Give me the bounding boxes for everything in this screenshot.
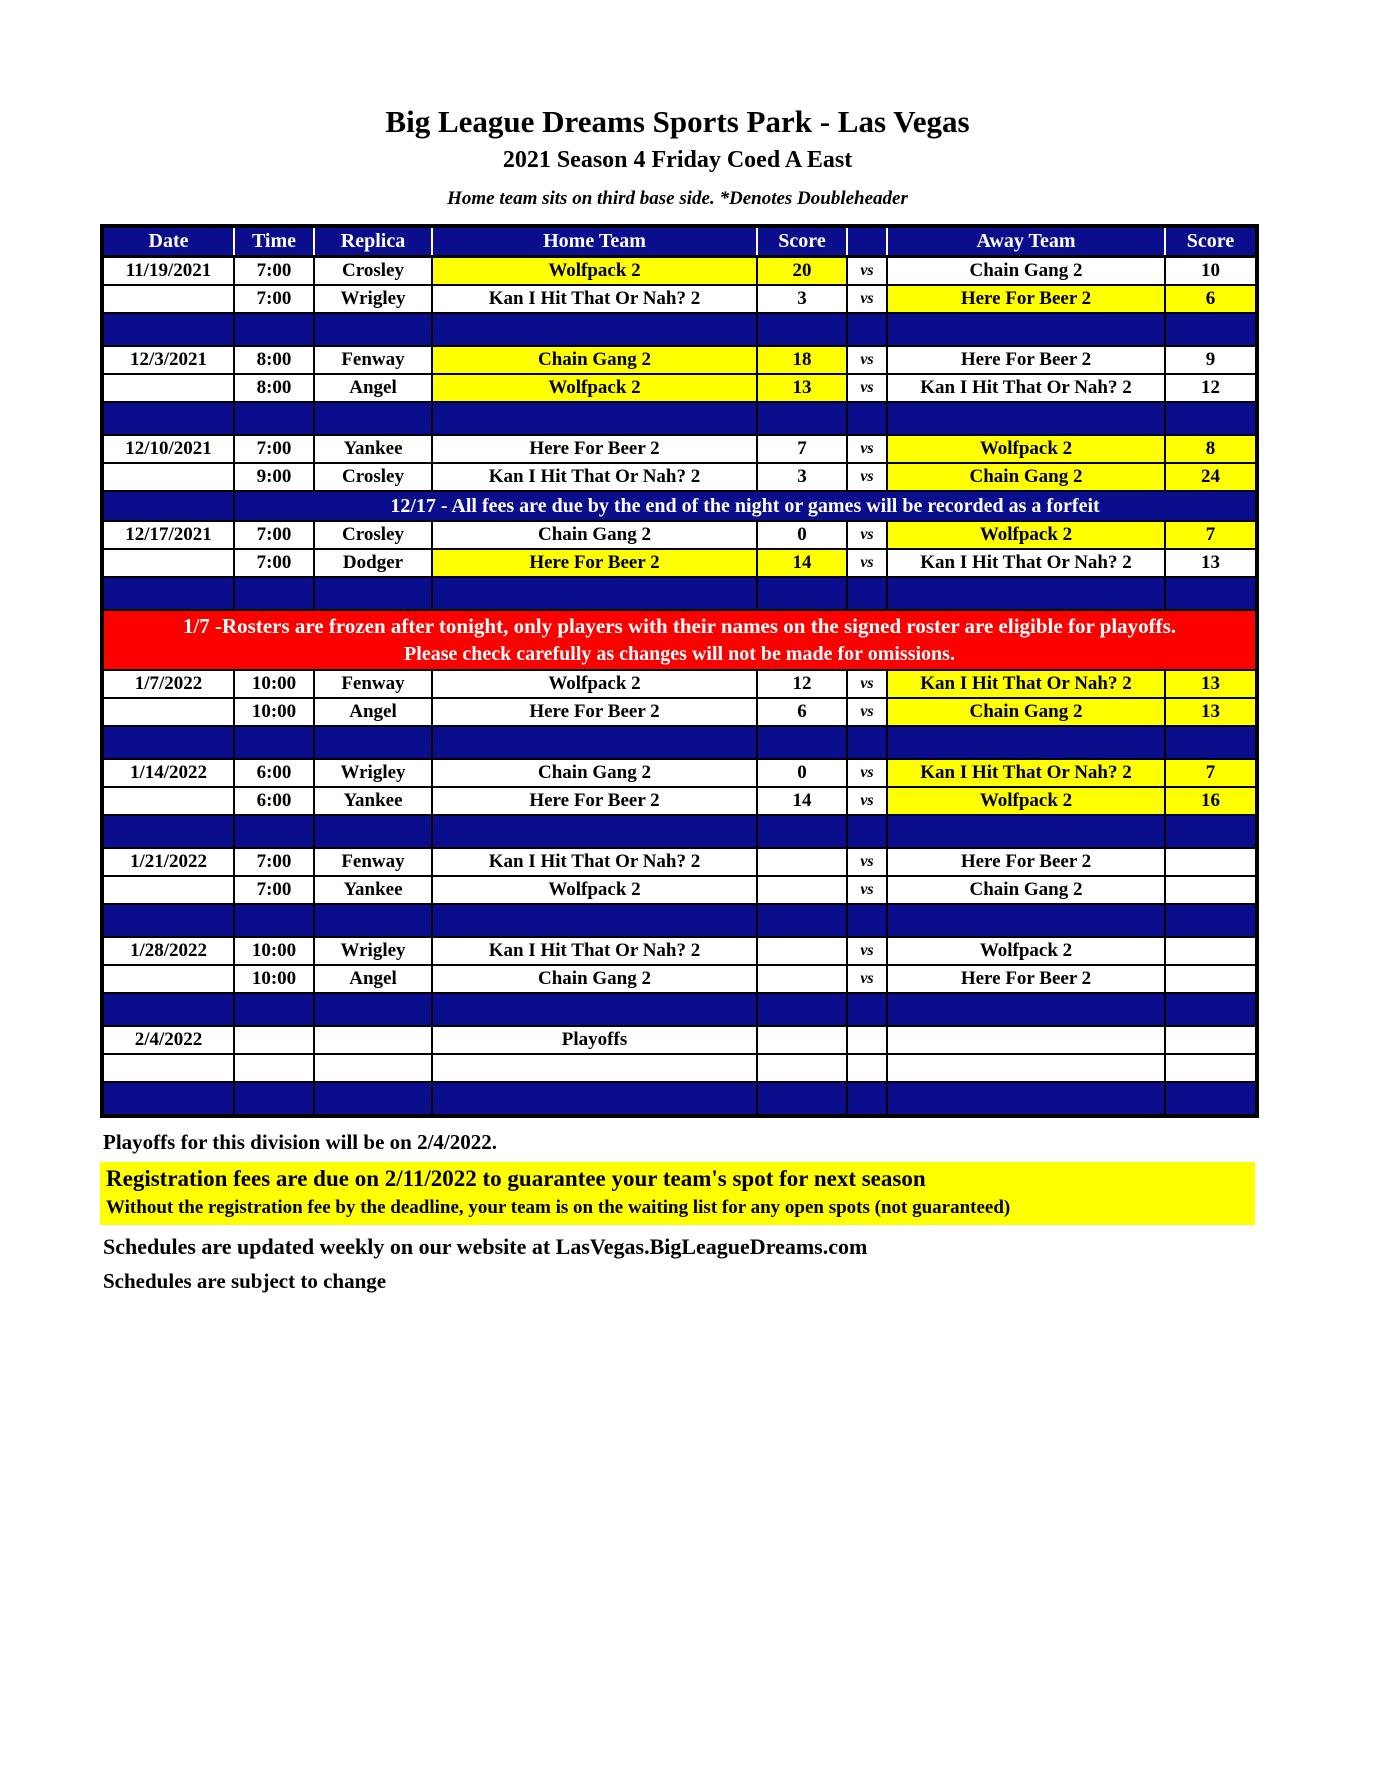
separator-cell <box>847 402 887 435</box>
cell-home-score <box>757 1026 847 1054</box>
home-team-note: Home team sits on third base side. *Denotes Doubleheader <box>447 188 908 209</box>
separator-cell <box>1165 726 1257 759</box>
blank-cell <box>1165 1054 1257 1082</box>
cell-home-score: 13 <box>757 374 847 402</box>
blank-cell <box>432 1054 757 1082</box>
cell-away-team: Here For Beer 2 <box>887 285 1165 313</box>
blank-cell <box>102 1054 234 1082</box>
cell-home-team: Here For Beer 2 <box>432 435 757 463</box>
cell-home-score: 3 <box>757 463 847 491</box>
separator-cell <box>1165 402 1257 435</box>
table-row <box>102 937 1257 965</box>
roster-alert-row <box>102 610 1257 670</box>
cell-vs: vs <box>847 346 887 374</box>
header-away-score: Score <box>1165 226 1257 257</box>
separator-row <box>102 577 1257 610</box>
cell-home-score: 7 <box>757 435 847 463</box>
cell-replica: Yankee <box>314 876 432 904</box>
cell-time: 7:00 <box>234 257 314 286</box>
table-row <box>102 848 1257 876</box>
separator-cell <box>102 904 234 937</box>
cell-time: 9:00 <box>234 463 314 491</box>
separator-cell <box>887 815 1165 848</box>
separator-cell <box>847 904 887 937</box>
cell-away-team: Here For Beer 2 <box>887 848 1165 876</box>
cell-date: 12/3/2021 <box>102 346 234 374</box>
cell-away-score: 10 <box>1165 257 1257 286</box>
separator-cell <box>102 1082 234 1116</box>
cell-replica: Wrigley <box>314 937 432 965</box>
cell-date <box>102 374 234 402</box>
separator-cell <box>432 1082 757 1116</box>
cell-home-score: 14 <box>757 787 847 815</box>
cell-time <box>234 1026 314 1054</box>
separator-cell <box>1165 904 1257 937</box>
separator-cell <box>432 904 757 937</box>
cell-home-score <box>757 937 847 965</box>
separator-cell <box>102 402 234 435</box>
roster-alert-cell <box>102 610 1257 670</box>
separator-cell <box>887 993 1165 1026</box>
cell-vs: vs <box>847 937 887 965</box>
cell-time: 6:00 <box>234 759 314 787</box>
cell-away-team <box>887 1026 1165 1054</box>
cell-home-team: Here For Beer 2 <box>432 698 757 726</box>
separator-cell <box>887 577 1165 610</box>
fees-note-row <box>102 491 1257 521</box>
separator-cell <box>757 313 847 346</box>
table-row <box>102 965 1257 993</box>
cell-date <box>102 285 234 313</box>
footer-website-line: Schedules are updated weekly on our website at LasVegas.BigLeagueDreams.com <box>103 1234 868 1259</box>
cell-replica: Fenway <box>314 346 432 374</box>
schedule-table <box>100 224 1259 1118</box>
cell-away-team: Chain Gang 2 <box>887 698 1165 726</box>
footer-registration-band <box>100 1162 1255 1225</box>
separator-cell <box>314 313 432 346</box>
separator-cell <box>432 993 757 1026</box>
separator-row <box>102 402 1257 435</box>
cell-replica: Fenway <box>314 848 432 876</box>
cell-vs: vs <box>847 374 887 402</box>
cell-replica: Yankee <box>314 435 432 463</box>
cell-home-team: Chain Gang 2 <box>432 521 757 549</box>
cell-home-team: Kan I Hit That Or Nah? 2 <box>432 848 757 876</box>
cell-away-team: Chain Gang 2 <box>887 463 1165 491</box>
title-block <box>100 104 1255 210</box>
table-row <box>102 346 1257 374</box>
cell-replica: Dodger <box>314 549 432 577</box>
page-title: Big League Dreams Sports Park - Las Vegas <box>385 104 970 139</box>
blank-cell <box>314 1054 432 1082</box>
cell-away-team: Kan I Hit That Or Nah? 2 <box>887 549 1165 577</box>
cell-home-team: Wolfpack 2 <box>432 374 757 402</box>
cell-home-team: Chain Gang 2 <box>432 346 757 374</box>
cell-away-team: Wolfpack 2 <box>887 937 1165 965</box>
separator-cell <box>234 904 314 937</box>
cell-date <box>102 549 234 577</box>
cell-vs: vs <box>847 521 887 549</box>
separator-cell <box>102 313 234 346</box>
header-time: Time <box>234 226 314 257</box>
cell-away-score: 13 <box>1165 698 1257 726</box>
cell-away-team: Wolfpack 2 <box>887 435 1165 463</box>
separator-cell <box>102 726 234 759</box>
separator-cell <box>1165 993 1257 1026</box>
cell-time: 7:00 <box>234 876 314 904</box>
cell-time: 10:00 <box>234 698 314 726</box>
cell-home-score: 3 <box>757 285 847 313</box>
separator-cell <box>432 577 757 610</box>
cell-away-score: 7 <box>1165 521 1257 549</box>
cell-time: 10:00 <box>234 670 314 698</box>
cell-time: 7:00 <box>234 521 314 549</box>
cell-date <box>102 787 234 815</box>
table-row <box>102 374 1257 402</box>
separator-cell <box>757 1082 847 1116</box>
cell-vs: vs <box>847 876 887 904</box>
separator-cell <box>314 726 432 759</box>
separator-cell <box>757 577 847 610</box>
separator-cell <box>102 815 234 848</box>
separator-cell <box>314 1082 432 1116</box>
cell-vs <box>847 1026 887 1054</box>
separator-cell <box>887 1082 1165 1116</box>
header-date: Date <box>102 226 234 257</box>
table-row <box>102 670 1257 698</box>
table-row <box>102 1026 1257 1054</box>
table-row <box>102 759 1257 787</box>
separator-cell <box>757 904 847 937</box>
separator-cell <box>757 726 847 759</box>
cell-home-team: Kan I Hit That Or Nah? 2 <box>432 463 757 491</box>
blank-cell <box>234 1054 314 1082</box>
separator-cell <box>314 402 432 435</box>
blank-cell <box>847 1054 887 1082</box>
cell-date: 2/4/2022 <box>102 1026 234 1054</box>
cell-away-team: Kan I Hit That Or Nah? 2 <box>887 374 1165 402</box>
cell-away-score: 16 <box>1165 787 1257 815</box>
separator-cell <box>432 313 757 346</box>
separator-cell <box>234 1082 314 1116</box>
table-row <box>102 521 1257 549</box>
cell-date: 12/17/2021 <box>102 521 234 549</box>
cell-vs: vs <box>847 549 887 577</box>
cell-home-team: Here For Beer 2 <box>432 787 757 815</box>
cell-home-team: Kan I Hit That Or Nah? 2 <box>432 937 757 965</box>
table-row <box>102 876 1257 904</box>
cell-vs: vs <box>847 965 887 993</box>
cell-time: 8:00 <box>234 346 314 374</box>
separator-cell <box>757 993 847 1026</box>
cell-away-score: 9 <box>1165 346 1257 374</box>
cell-time: 10:00 <box>234 965 314 993</box>
separator-cell <box>314 577 432 610</box>
footer-playoffs-line: Playoffs for this division will be on 2/4/2022. <box>103 1130 497 1154</box>
cell-vs: vs <box>847 848 887 876</box>
table-row <box>102 435 1257 463</box>
cell-replica: Wrigley <box>314 285 432 313</box>
separator-row <box>102 1082 1257 1116</box>
schedule-table-body <box>102 257 1257 1117</box>
cell-home-team: Kan I Hit That Or Nah? 2 <box>432 285 757 313</box>
note-date-cell <box>102 491 234 521</box>
cell-home-score: 18 <box>757 346 847 374</box>
cell-date: 1/7/2022 <box>102 670 234 698</box>
cell-vs: vs <box>847 670 887 698</box>
cell-away-score: 7 <box>1165 759 1257 787</box>
cell-vs: vs <box>847 463 887 491</box>
cell-home-score: 14 <box>757 549 847 577</box>
cell-away-score: 13 <box>1165 549 1257 577</box>
cell-home-score <box>757 848 847 876</box>
separator-cell <box>757 815 847 848</box>
fees-note-text: 12/17 - All fees are due by the end of the night or games will be recorded as a forfeit <box>234 491 1257 521</box>
header-home-team: Home Team <box>432 226 757 257</box>
separator-row <box>102 815 1257 848</box>
separator-row <box>102 726 1257 759</box>
cell-away-score: 6 <box>1165 285 1257 313</box>
separator-cell <box>1165 313 1257 346</box>
cell-time: 7:00 <box>234 285 314 313</box>
cell-home-score: 12 <box>757 670 847 698</box>
table-row <box>102 549 1257 577</box>
cell-replica: Angel <box>314 374 432 402</box>
cell-away-team: Wolfpack 2 <box>887 787 1165 815</box>
cell-vs: vs <box>847 698 887 726</box>
table-row <box>102 463 1257 491</box>
cell-home-team: Here For Beer 2 <box>432 549 757 577</box>
header-away-team: Away Team <box>887 226 1165 257</box>
cell-home-team: Wolfpack 2 <box>432 670 757 698</box>
cell-replica: Crosley <box>314 257 432 286</box>
cell-home-team: Wolfpack 2 <box>432 257 757 286</box>
cell-time: 10:00 <box>234 937 314 965</box>
cell-home-score <box>757 965 847 993</box>
cell-vs: vs <box>847 759 887 787</box>
cell-date: 1/14/2022 <box>102 759 234 787</box>
separator-cell <box>847 1082 887 1116</box>
cell-replica: Wrigley <box>314 759 432 787</box>
separator-cell <box>234 726 314 759</box>
separator-cell <box>234 993 314 1026</box>
separator-cell <box>234 815 314 848</box>
cell-away-team: Here For Beer 2 <box>887 346 1165 374</box>
separator-row <box>102 993 1257 1026</box>
cell-home-score <box>757 876 847 904</box>
footer-waiting-list-line: Without the registration fee by the deadline, your team is on the waiting list for any open spots (not guaranteed) <box>106 1197 1011 1218</box>
cell-home-score: 20 <box>757 257 847 286</box>
cell-away-team: Kan I Hit That Or Nah? 2 <box>887 670 1165 698</box>
separator-cell <box>887 904 1165 937</box>
footer-change-line: Schedules are subject to change <box>103 1269 387 1293</box>
separator-row <box>102 904 1257 937</box>
cell-vs: vs <box>847 257 887 286</box>
cell-replica: Crosley <box>314 521 432 549</box>
blank-row <box>102 1054 1257 1082</box>
roster-alert-line-2: Please check carefully as changes will not be made for omissions. <box>404 643 955 665</box>
table-row <box>102 257 1257 286</box>
cell-home-team: Wolfpack 2 <box>432 876 757 904</box>
header-home-score: Score <box>757 226 847 257</box>
separator-cell <box>1165 577 1257 610</box>
separator-cell <box>1165 815 1257 848</box>
roster-alert-line-1: 1/7 -Rosters are frozen after tonight, only players with their names on the signed roster are eligible for playoffs. <box>182 614 1177 638</box>
cell-replica: Angel <box>314 698 432 726</box>
separator-cell <box>887 402 1165 435</box>
separator-cell <box>314 993 432 1026</box>
separator-cell <box>1165 1082 1257 1116</box>
separator-cell <box>102 993 234 1026</box>
separator-cell <box>757 402 847 435</box>
cell-away-score: 8 <box>1165 435 1257 463</box>
blank-cell <box>887 1054 1165 1082</box>
cell-away-score <box>1165 937 1257 965</box>
cell-home-team: Playoffs <box>432 1026 757 1054</box>
separator-cell <box>234 402 314 435</box>
cell-home-score: 0 <box>757 759 847 787</box>
cell-away-team: Chain Gang 2 <box>887 876 1165 904</box>
header-replica: Replica <box>314 226 432 257</box>
cell-away-score <box>1165 1026 1257 1054</box>
cell-replica <box>314 1026 432 1054</box>
separator-cell <box>234 577 314 610</box>
cell-home-team: Chain Gang 2 <box>432 965 757 993</box>
separator-cell <box>314 815 432 848</box>
cell-date: 12/10/2021 <box>102 435 234 463</box>
cell-replica: Angel <box>314 965 432 993</box>
footer-registration-line: Registration fees are due on 2/11/2022 to guarantee your team's spot for next season <box>106 1166 926 1191</box>
cell-away-score: 24 <box>1165 463 1257 491</box>
separator-cell <box>432 815 757 848</box>
cell-away-score <box>1165 965 1257 993</box>
cell-time: 8:00 <box>234 374 314 402</box>
cell-replica: Fenway <box>314 670 432 698</box>
cell-time: 7:00 <box>234 549 314 577</box>
cell-time: 7:00 <box>234 435 314 463</box>
cell-away-team: Kan I Hit That Or Nah? 2 <box>887 759 1165 787</box>
separator-cell <box>314 904 432 937</box>
separator-cell <box>432 726 757 759</box>
table-row <box>102 285 1257 313</box>
separator-cell <box>234 313 314 346</box>
cell-time: 6:00 <box>234 787 314 815</box>
cell-vs: vs <box>847 435 887 463</box>
cell-home-score: 6 <box>757 698 847 726</box>
separator-cell <box>432 402 757 435</box>
separator-cell <box>847 815 887 848</box>
table-row <box>102 787 1257 815</box>
cell-time: 7:00 <box>234 848 314 876</box>
cell-away-score <box>1165 848 1257 876</box>
separator-row <box>102 313 1257 346</box>
separator-cell <box>887 313 1165 346</box>
cell-home-team: Chain Gang 2 <box>432 759 757 787</box>
cell-date: 1/21/2022 <box>102 848 234 876</box>
cell-date <box>102 965 234 993</box>
cell-date <box>102 876 234 904</box>
blank-cell <box>757 1054 847 1082</box>
table-header-row <box>102 226 1257 257</box>
cell-date: 1/28/2022 <box>102 937 234 965</box>
separator-cell <box>887 726 1165 759</box>
cell-away-team: Chain Gang 2 <box>887 257 1165 286</box>
separator-cell <box>847 726 887 759</box>
table-row <box>102 698 1257 726</box>
separator-cell <box>847 993 887 1026</box>
cell-away-score: 13 <box>1165 670 1257 698</box>
cell-vs: vs <box>847 285 887 313</box>
cell-away-score <box>1165 876 1257 904</box>
cell-date: 11/19/2021 <box>102 257 234 286</box>
cell-date <box>102 698 234 726</box>
cell-home-score: 0 <box>757 521 847 549</box>
cell-replica: Crosley <box>314 463 432 491</box>
cell-away-team: Wolfpack 2 <box>887 521 1165 549</box>
cell-date <box>102 463 234 491</box>
header-vs <box>847 226 887 257</box>
separator-cell <box>847 313 887 346</box>
cell-away-score: 12 <box>1165 374 1257 402</box>
separator-cell <box>102 577 234 610</box>
cell-away-team: Here For Beer 2 <box>887 965 1165 993</box>
footer <box>100 1130 1255 1294</box>
separator-cell <box>847 577 887 610</box>
cell-vs: vs <box>847 787 887 815</box>
page-subtitle: 2021 Season 4 Friday Coed A East <box>502 147 853 173</box>
cell-replica: Yankee <box>314 787 432 815</box>
